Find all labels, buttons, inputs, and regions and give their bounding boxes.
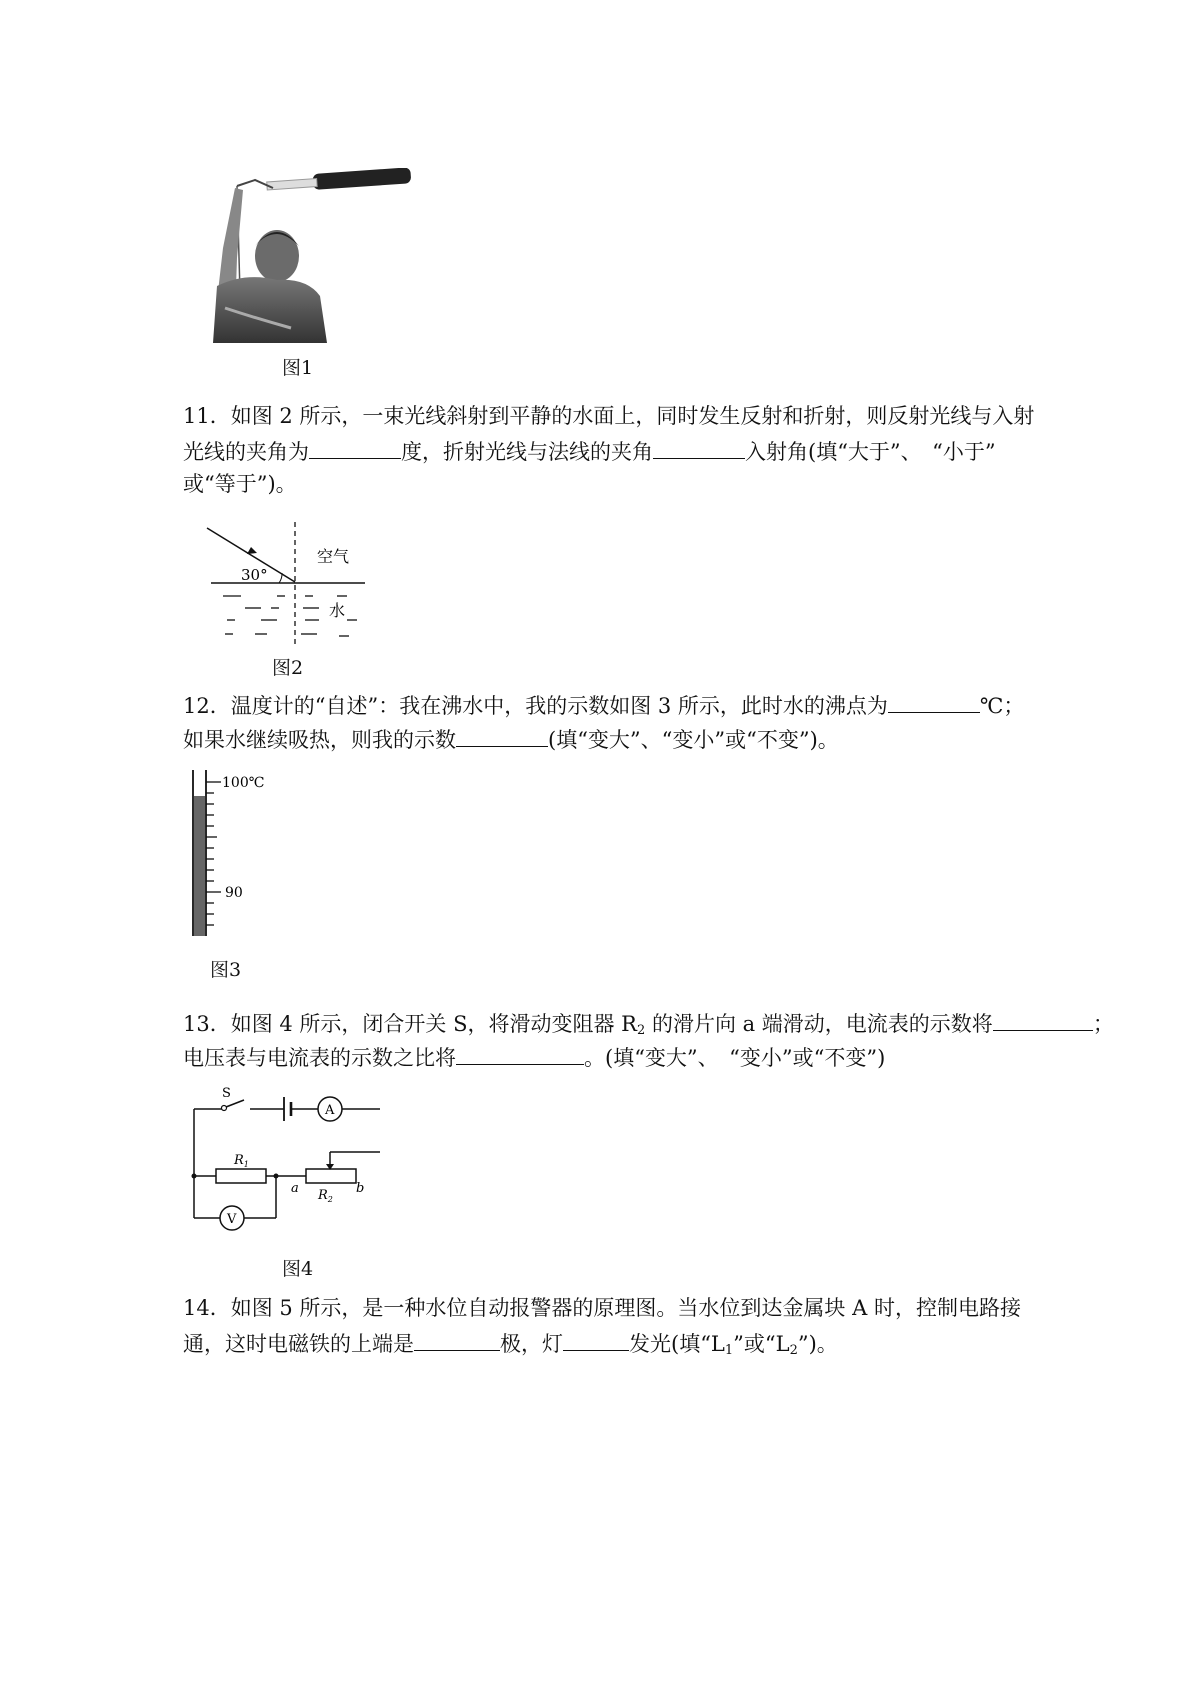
q13-sub: 2 — [636, 1023, 646, 1038]
r2-label: R — [318, 1188, 328, 1203]
voltmeter-label: V — [227, 1212, 237, 1227]
ray-arrow-icon — [247, 547, 257, 554]
q12-text-d: (填“变大”、“变小”或“不变”)。 — [548, 728, 839, 752]
q11-line-3: 或“等于”)。 — [183, 472, 297, 496]
r2-sub: 2 — [327, 1195, 333, 1204]
air-label: 空气 — [317, 547, 350, 566]
q13-text-d: 电压表与电流表的示数之比将 — [183, 1046, 456, 1070]
scale-label-100: 100℃ — [222, 775, 265, 791]
q14-text-a: 通，这时电磁铁的上端是 — [183, 1332, 414, 1356]
figure-2-diagram — [205, 520, 375, 650]
mercury-column — [194, 796, 205, 936]
q14-sub-2: 2 — [789, 1343, 798, 1358]
q13-blank-2[interactable] — [456, 1042, 584, 1065]
scale-ticks — [206, 782, 221, 925]
q13-line-2 — [183, 1042, 885, 1072]
q11-text-c: 入射角(填“大于”、 “小于” — [745, 440, 996, 464]
svg-text:R1 — [233, 1153, 249, 1169]
figure-1-photo — [195, 168, 420, 343]
q14-sub-1: 1 — [724, 1343, 734, 1358]
terminal-a-label: a — [291, 1181, 299, 1196]
figure-3-thermometer — [185, 768, 295, 938]
angle-label: 30° — [241, 566, 268, 584]
q12-text-c: 如果水继续吸热，则我的示数 — [183, 728, 456, 752]
r1-label: R — [234, 1153, 244, 1168]
q14-line-1: 14．如图 5 所示，是一种水位自动报警器的原理图。当水位到达金属块 A 时，控制电路接 — [183, 1296, 1021, 1320]
switch-blade — [226, 1100, 244, 1107]
q11-blank-1[interactable] — [309, 436, 401, 459]
q13-line-1 — [183, 1008, 1114, 1045]
figure-4-circuit — [188, 1086, 388, 1236]
q12-blank-1[interactable] — [888, 690, 980, 713]
q14-blank-1[interactable] — [414, 1328, 500, 1351]
figure-2-caption: 图2 — [272, 657, 304, 679]
switch-label: S — [222, 1086, 231, 1101]
svg-text:R2 — [317, 1188, 333, 1204]
q14-text-b: 极，灯 — [500, 1332, 563, 1356]
q11-blank-2[interactable] — [653, 436, 745, 459]
figure-3-caption: 图3 — [210, 959, 242, 981]
q14-text-c: 发光(填“L — [629, 1332, 725, 1356]
scale-label-90: 90 — [225, 885, 243, 901]
q13-text-c: ； — [1092, 1012, 1114, 1036]
q11-line-1: 11．如图 2 所示，一束光线斜射到平静的水面上，同时发生反射和折射，则反射光线与入射 — [183, 404, 1035, 428]
q13-text-a: 13．如图 4 所示，闭合开关 S，将滑动变阻器 R — [183, 1012, 637, 1036]
q11-text-a: 光线的夹角为 — [183, 440, 309, 464]
q14-blank-2[interactable] — [563, 1328, 629, 1351]
water-label: 水 — [329, 601, 346, 620]
q12-text-a: 12．温度计的“自述”：我在沸水中，我的示数如图 3 所示，此时水的沸点为 — [183, 694, 888, 718]
q13-text-b: 的滑片向 a 端滑动，电流表的示数将 — [645, 1012, 993, 1036]
q12-line-1 — [183, 690, 1024, 720]
q14-line-2 — [183, 1328, 838, 1365]
terminal-b-label: b — [356, 1181, 365, 1196]
figure-1-caption: 图1 — [282, 357, 314, 379]
resistor-r1 — [216, 1169, 266, 1183]
q13-blank-1[interactable] — [993, 1008, 1093, 1031]
r1-sub: 1 — [243, 1160, 249, 1169]
rheostat-r2 — [306, 1169, 356, 1183]
q12-text-b: ℃； — [979, 694, 1025, 718]
q11-line-2 — [183, 436, 996, 466]
q13-text-e: 。(填“变大”、 “变小”或“不变”) — [584, 1046, 886, 1070]
ammeter-label: A — [325, 1103, 335, 1118]
q14-text-e: ”)。 — [797, 1332, 838, 1356]
q11-text-b: 度，折射光线与法线的夹角 — [401, 440, 653, 464]
q12-line-2 — [183, 724, 839, 754]
q14-text-d: ”或“L — [733, 1332, 790, 1356]
q12-blank-2[interactable] — [456, 724, 548, 747]
figure-4-caption: 图4 — [282, 1258, 314, 1280]
